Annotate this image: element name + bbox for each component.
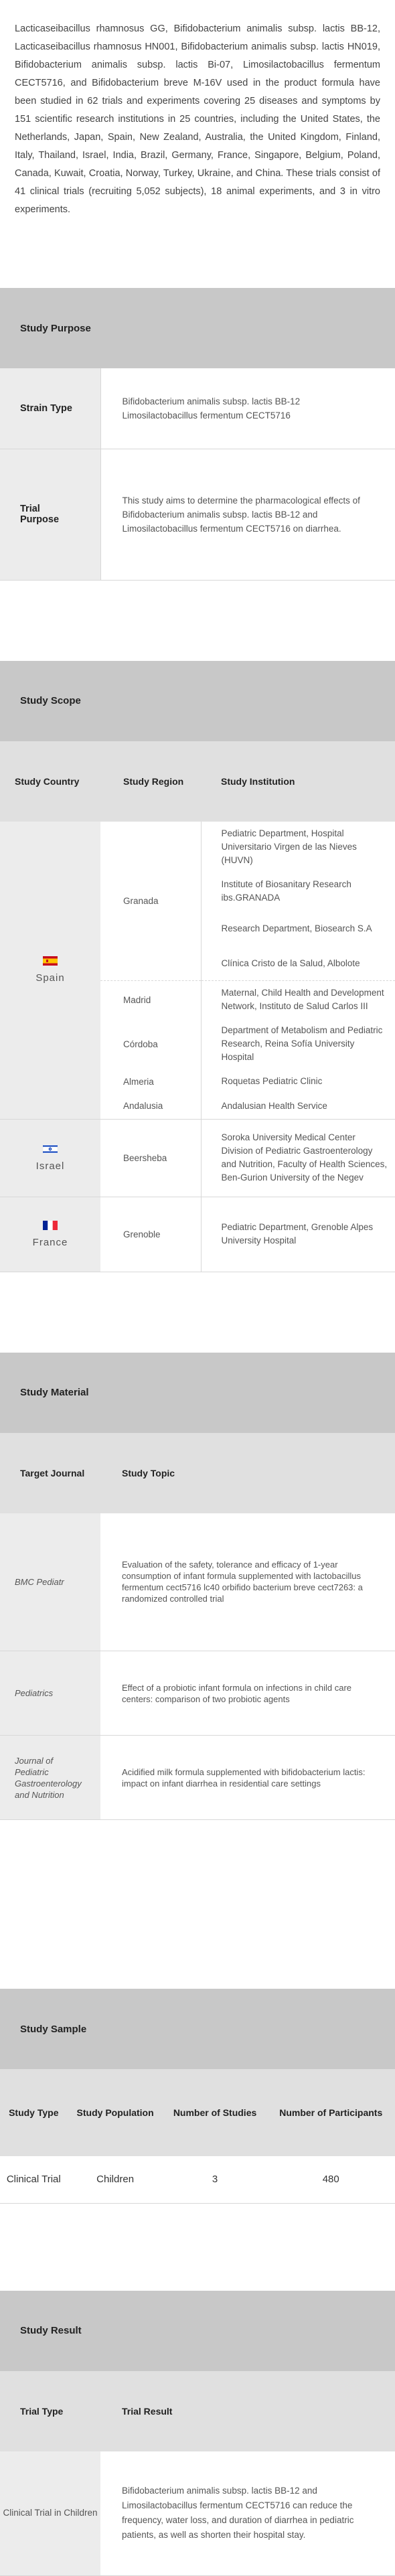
- region-madrid: Madrid: [100, 981, 201, 1019]
- trial-type-clinical-children: Clinical Trial in Children: [0, 2451, 100, 2576]
- topic-pediatrics: Effect of a probiotic infant formula on infections in child care centers: comparison of two probiotic agents: [100, 1651, 395, 1736]
- country-spain: Spain: [0, 822, 100, 1120]
- institution-clinica-cristo: Clínica Cristo de la Salud, Albolote: [201, 948, 395, 981]
- header-study-topic: Study Topic: [100, 1433, 395, 1513]
- country-israel: Israel: [0, 1119, 100, 1197]
- region-andalusia: Andalusia: [100, 1093, 201, 1119]
- header-trial-type: Trial Type: [0, 2371, 100, 2451]
- israel-flag-icon: [43, 1144, 58, 1154]
- header-trial-result: Trial Result: [100, 2371, 395, 2451]
- intro-text: Lacticaseibacillus rhamnosus GG, Bifidobacterium animalis subsp. lactis BB-12, Lacticaseibacillus rhamnosus HN001, Bifidobacterium animalis subsp. lactis HN019, Bifidobacterium animalis subsp. lactis Bi-07, Limosilactobacillus fermentum CECT5716, and Bifidobacterium breve M-16V used in the product formula have been studied in 62 trials and experiments covering 25 diseases and symptoms by 151 scientific research institutions in 25 countries, including the United States, the Netherlands, Japan, Spain, New Zealand, Australia, the United Kingdom, Finland, Italy, Thailand, Israel, India, Brazil, Germany, France, Singapore, Belgium, Poland, Canada, Kuwait, Croatia, Norway, Turkey, Ukraine, and China. These trials consist of 41 clinical trials (recruiting 5,052 subjects), 18 animal experiments, and 3 in vitro experiments.: [15, 20, 380, 219]
- sample-number-of-participants: 480: [266, 2156, 395, 2203]
- topic-jpgn: Acidified milk formula supplemented with bifidobacterium lactis: impact on infant diarrhea in residential care settings: [100, 1736, 395, 1820]
- journal-jpgn: Journal of Pediatric Gastroenterology and Nutrition: [0, 1736, 100, 1820]
- header-study-country: Study Country: [0, 741, 100, 822]
- study-scope-table: [0, 741, 395, 1272]
- region-beersheba: Beersheba: [100, 1119, 201, 1197]
- journal-bmc-pediatr: BMC Pediatr: [0, 1513, 100, 1651]
- institution-roquetas: Roquetas Pediatric Clinic: [201, 1069, 395, 1093]
- study-scope-title: Study Scope: [0, 661, 395, 741]
- study-material-title: Study Material: [0, 1353, 395, 1433]
- study-purpose-table: [0, 368, 395, 581]
- header-number-of-studies: Number of Studies: [163, 2069, 267, 2156]
- institution-biosearch: Research Department, Biosearch S.A: [201, 910, 395, 948]
- journal-pediatrics: Pediatrics: [0, 1651, 100, 1736]
- header-study-region: Study Region: [100, 741, 201, 822]
- study-result-title: Study Result: [0, 2291, 395, 2371]
- institution-reina-sofia: Department of Metabolism and Pediatric Research, Reina Sofía University Hospital: [201, 1018, 395, 1069]
- institution-grenoble-alpes: Pediatric Department, Grenoble Alpes University Hospital: [201, 1197, 395, 1272]
- topic-bmc-pediatr: Evaluation of the safety, tolerance and efficacy of 1-year consumption of infant formula supplemented with lactobacillus fermentum cect5716 lc40 orbifido bacterium breve cect7263: a randomized controlled trial: [100, 1513, 395, 1651]
- header-study-population: Study Population: [68, 2069, 163, 2156]
- institution-andalusian-health: Andalusian Health Service: [201, 1093, 395, 1119]
- institution-carlos-iii: Maternal, Child Health and Development Network, Instituto de Salud Carlos III: [201, 981, 395, 1019]
- header-study-institution: Study Institution: [201, 741, 395, 822]
- trial-result-text: Bifidobacterium animalis subsp. lactis BB-12 and Limosilactobacillus fermentum CECT5716 can reduce the frequency, water loss, and duration of diarrhea in pediatric patients, as well as shorten their hospital stay.: [100, 2451, 395, 2576]
- institution-ibs-granada: Institute of Biosanitary Research ibs.GRANADA: [201, 873, 395, 910]
- trial-purpose-label: Trial Purpose: [0, 449, 100, 580]
- study-sample-table: [0, 2069, 395, 2204]
- france-flag-icon: [43, 1221, 58, 1230]
- study-sample-title: Study Sample: [0, 1989, 395, 2069]
- region-granada: Granada: [100, 822, 201, 981]
- institution-soroka: Soroka University Medical Center Division of Pediatric Gastroenterology and Nutrition, Faculty of Health Sciences, Ben-Gurion University of the Negev: [201, 1119, 395, 1197]
- country-france: France: [0, 1197, 100, 1272]
- sample-study-type: Clinical Trial: [0, 2156, 68, 2203]
- header-target-journal: Target Journal: [0, 1433, 100, 1513]
- strain-type-value: Bifidobacterium animalis subsp. lactis BB-12 Limosilactobacillus fermentum CECT5716: [100, 368, 395, 449]
- region-cordoba: Córdoba: [100, 1018, 201, 1069]
- sample-study-population: Children: [68, 2156, 163, 2203]
- header-study-type: Study Type: [0, 2069, 68, 2156]
- study-material-table: [0, 1433, 395, 1821]
- intro-section: [0, 0, 395, 288]
- region-almeria: Almeria: [100, 1069, 201, 1093]
- institution-huvn: Pediatric Department, Hospital Universitario Virgen de las Nieves (HUVN): [201, 822, 395, 873]
- spain-flag-icon: [43, 956, 58, 966]
- header-number-of-participants: Number of Participants: [266, 2069, 395, 2156]
- study-result-table: [0, 2371, 395, 2576]
- study-purpose-title: Study Purpose: [0, 288, 395, 368]
- trial-purpose-value: This study aims to determine the pharmacological effects of Bifidobacterium animalis subsp. lactis BB-12 and Limosilactobacillus fermentum CECT5716 on diarrhea.: [100, 449, 395, 580]
- region-grenoble: Grenoble: [100, 1197, 201, 1272]
- strain-type-label: Strain Type: [0, 368, 100, 449]
- sample-number-of-studies: 3: [163, 2156, 267, 2203]
